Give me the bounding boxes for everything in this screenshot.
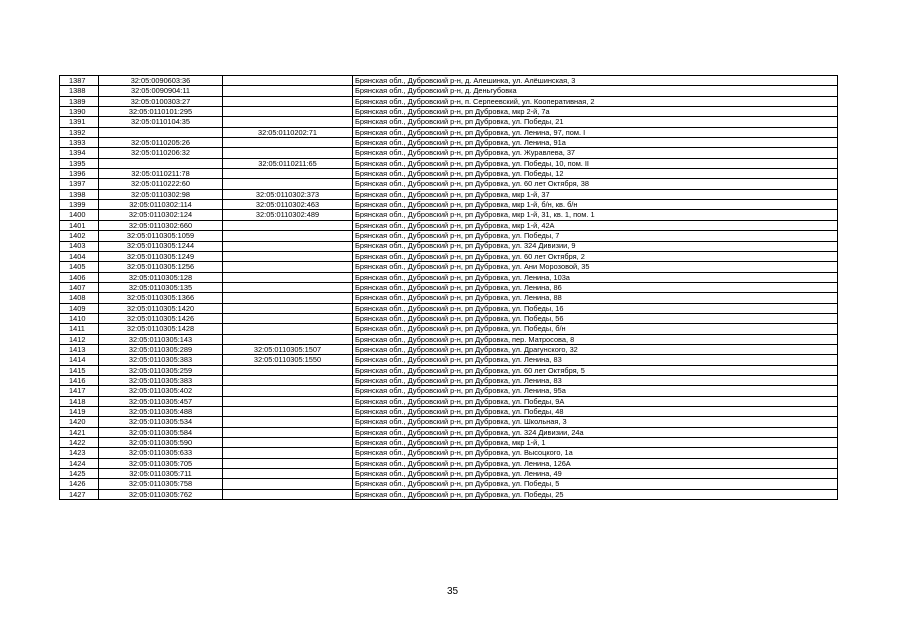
table-row — [60, 210, 838, 220]
cadastral-number-cell: 32:05:0110305:590 — [99, 438, 223, 448]
address-cell: Брянская обл., Дубровский р-н, рп Дубровка, ул. Победы, 25 — [353, 489, 838, 499]
related-cadastral-number-cell — [223, 272, 353, 282]
cadastral-number-cell: 32:05:0110211:78 — [99, 169, 223, 179]
address-cell: Брянская обл., Дубровский р-н, рп Дубровка, ул. Победы, 56 — [353, 313, 838, 323]
address-cell: Брянская обл., Дубровский р-н, рп Дубровка, ул. Победы, 9А — [353, 396, 838, 406]
cadastral-number-cell: 32:05:0110305:1256 — [99, 262, 223, 272]
table-row — [60, 407, 838, 417]
address-cell: Брянская обл., Дубровский р-н, рп Дубровка, ул. Школьная, 3 — [353, 417, 838, 427]
table-row — [60, 107, 838, 117]
table-row — [60, 148, 838, 158]
related-cadastral-number-cell — [223, 386, 353, 396]
table-row — [60, 469, 838, 479]
address-cell: Брянская обл., Дубровский р-н, рп Дубровка, ул. Победы, 10, пом. II — [353, 158, 838, 168]
table-row — [60, 375, 838, 385]
row-number-cell: 1414 — [60, 355, 99, 365]
address-cell: Брянская обл., Дубровский р-н, рп Дубровка, ул. 60 лет Октября, 2 — [353, 251, 838, 261]
row-number-cell: 1387 — [60, 76, 99, 86]
row-number-cell: 1419 — [60, 407, 99, 417]
table-row — [60, 365, 838, 375]
related-cadastral-number-cell — [223, 489, 353, 499]
related-cadastral-number-cell — [223, 479, 353, 489]
cadastral-number-cell: 32:05:0110305:128 — [99, 272, 223, 282]
related-cadastral-number-cell — [223, 241, 353, 251]
cadastral-number-cell — [99, 127, 223, 137]
page-number: 35 — [446, 586, 459, 597]
table-row — [60, 241, 838, 251]
address-cell: Брянская обл., Дубровский р-н, рп Дубровка, ул. Ленина, 83 — [353, 375, 838, 385]
address-cell: Брянская обл., Дубровский р-н, рп Дубровка, ул. Ленина, 86 — [353, 282, 838, 292]
cadastral-number-cell: 32:05:0110305:1420 — [99, 303, 223, 313]
cadastral-number-cell: 32:05:0110305:143 — [99, 334, 223, 344]
row-number-cell: 1421 — [60, 427, 99, 437]
address-cell: Брянская обл., Дубровский р-н, рп Дубровка, мкр 1-й, 37 — [353, 189, 838, 199]
cadastral-number-cell: 32:05:0110302:98 — [99, 189, 223, 199]
related-cadastral-number-cell — [223, 179, 353, 189]
related-cadastral-number-cell — [223, 365, 353, 375]
table-row — [60, 251, 838, 261]
row-number-cell: 1395 — [60, 158, 99, 168]
related-cadastral-number-cell — [223, 469, 353, 479]
row-number-cell: 1416 — [60, 375, 99, 385]
table-row — [60, 438, 838, 448]
table-row — [60, 231, 838, 241]
related-cadastral-number-cell: 32:05:0110302:373 — [223, 189, 353, 199]
table-row — [60, 293, 838, 303]
related-cadastral-number-cell — [223, 107, 353, 117]
cadastral-number-cell: 32:05:0110305:762 — [99, 489, 223, 499]
row-number-cell: 1418 — [60, 396, 99, 406]
cadastral-number-cell: 32:05:0110305:758 — [99, 479, 223, 489]
table-row — [60, 76, 838, 86]
cadastral-number-cell — [99, 158, 223, 168]
address-cell: Брянская обл., Дубровский р-н, рп Дубровка, ул. Ленина, 103а — [353, 272, 838, 282]
cadastral-number-cell: 32:05:0110305:705 — [99, 458, 223, 468]
address-cell: Брянская обл., Дубровский р-н, рп Дубровка, ул. 60 лет Октября, 5 — [353, 365, 838, 375]
address-cell: Брянская обл., Дубровский р-н, рп Дубровка, ул. Драгунского, 32 — [353, 344, 838, 354]
row-number-cell: 1411 — [60, 324, 99, 334]
related-cadastral-number-cell — [223, 417, 353, 427]
related-cadastral-number-cell — [223, 86, 353, 96]
table-row — [60, 448, 838, 458]
table-row — [60, 313, 838, 323]
address-cell: Брянская обл., Дубровский р-н, рп Дубровка, ул. Победы, 21 — [353, 117, 838, 127]
row-number-cell: 1408 — [60, 293, 99, 303]
table-row — [60, 189, 838, 199]
related-cadastral-number-cell — [223, 148, 353, 158]
row-number-cell: 1404 — [60, 251, 99, 261]
row-number-cell: 1407 — [60, 282, 99, 292]
related-cadastral-number-cell — [223, 231, 353, 241]
cadastral-number-cell: 32:05:0110305:534 — [99, 417, 223, 427]
row-number-cell: 1420 — [60, 417, 99, 427]
row-number-cell: 1398 — [60, 189, 99, 199]
cadastral-number-cell: 32:05:0110305:1366 — [99, 293, 223, 303]
address-cell: Брянская обл., Дубровский р-н, рп Дубровка, ул. 60 лет Октября, 38 — [353, 179, 838, 189]
address-cell: Брянская обл., Дубровский р-н, д. Алешинка, ул. Алёшинская, 3 — [353, 76, 838, 86]
related-cadastral-number-cell — [223, 427, 353, 437]
related-cadastral-number-cell: 32:05:0110305:1507 — [223, 344, 353, 354]
row-number-cell: 1392 — [60, 127, 99, 137]
address-cell: Брянская обл., Дубровский р-н, рп Дубровка, ул. Победы, б/н — [353, 324, 838, 334]
row-number-cell: 1401 — [60, 220, 99, 230]
cadastral-number-cell: 32:05:0110305:383 — [99, 375, 223, 385]
cadastral-number-cell: 32:05:0110305:488 — [99, 407, 223, 417]
row-number-cell: 1413 — [60, 344, 99, 354]
row-number-cell: 1422 — [60, 438, 99, 448]
table-row — [60, 489, 838, 499]
table-row — [60, 282, 838, 292]
address-cell: Брянская обл., Дубровский р-н, рп Дубровка, ул. Победы, 7 — [353, 231, 838, 241]
cadastral-number-cell: 32:05:0110305:1426 — [99, 313, 223, 323]
table-row — [60, 117, 838, 127]
table-row — [60, 427, 838, 437]
cadastral-number-cell: 32:05:0110305:402 — [99, 386, 223, 396]
table-row — [60, 344, 838, 354]
related-cadastral-number-cell — [223, 407, 353, 417]
cadastral-number-cell: 32:05:0110302:124 — [99, 210, 223, 220]
related-cadastral-number-cell — [223, 313, 353, 323]
address-cell: Брянская обл., Дубровский р-н, рп Дубровка, мкр 1-й, 42А — [353, 220, 838, 230]
related-cadastral-number-cell — [223, 138, 353, 148]
related-cadastral-number-cell — [223, 76, 353, 86]
table-row — [60, 396, 838, 406]
cadastral-number-cell: 32:05:0110305:711 — [99, 469, 223, 479]
cadastral-number-cell: 32:05:0110305:1059 — [99, 231, 223, 241]
cadastral-number-cell: 32:05:0110302:114 — [99, 200, 223, 210]
row-number-cell: 1426 — [60, 479, 99, 489]
address-cell: Брянская обл., Дубровский р-н, рп Дубровка, ул. Ленина, 126А — [353, 458, 838, 468]
address-cell: Брянская обл., Дубровский р-н, рп Дубровка, ул. Ленина, 95а — [353, 386, 838, 396]
table-row — [60, 200, 838, 210]
row-number-cell: 1424 — [60, 458, 99, 468]
address-cell: Брянская обл., Дубровский р-н, рп Дубровка, мкр 1-й, б/н, кв. б/н — [353, 200, 838, 210]
address-cell: Брянская обл., Дубровский р-н, п. Серпеевский, ул. Кооперативная, 2 — [353, 96, 838, 106]
table-row — [60, 179, 838, 189]
related-cadastral-number-cell — [223, 448, 353, 458]
cadastral-number-cell: 32:05:0110101:295 — [99, 107, 223, 117]
related-cadastral-number-cell — [223, 96, 353, 106]
related-cadastral-number-cell — [223, 293, 353, 303]
table-row — [60, 262, 838, 272]
address-cell: Брянская обл., Дубровский р-н, рп Дубровка, ул. Ленина, 49 — [353, 469, 838, 479]
cadastral-number-cell: 32:05:0110206:32 — [99, 148, 223, 158]
row-number-cell: 1397 — [60, 179, 99, 189]
address-cell: Брянская обл., Дубровский р-н, д. Деньгубовка — [353, 86, 838, 96]
table-row — [60, 86, 838, 96]
related-cadastral-number-cell — [223, 458, 353, 468]
row-number-cell: 1388 — [60, 86, 99, 96]
property-list-table — [59, 75, 838, 500]
cadastral-number-cell: 32:05:0090603:36 — [99, 76, 223, 86]
property-list-body — [60, 76, 838, 500]
row-number-cell: 1399 — [60, 200, 99, 210]
row-number-cell: 1406 — [60, 272, 99, 282]
table-row — [60, 169, 838, 179]
related-cadastral-number-cell — [223, 220, 353, 230]
row-number-cell: 1396 — [60, 169, 99, 179]
address-cell: Брянская обл., Дубровский р-н, рп Дубровка, ул. Ленина, 97, пом. I — [353, 127, 838, 137]
row-number-cell: 1427 — [60, 489, 99, 499]
row-number-cell: 1390 — [60, 107, 99, 117]
table-row — [60, 220, 838, 230]
cadastral-number-cell: 32:05:0110305:1244 — [99, 241, 223, 251]
table-row — [60, 479, 838, 489]
cadastral-number-cell: 32:05:0110305:259 — [99, 365, 223, 375]
related-cadastral-number-cell: 32:05:0110302:463 — [223, 200, 353, 210]
table-row — [60, 324, 838, 334]
table-row — [60, 138, 838, 148]
cadastral-number-cell: 32:05:0100303:27 — [99, 96, 223, 106]
address-cell: Брянская обл., Дубровский р-н, рп Дубровка, ул. Ленина, 91а — [353, 138, 838, 148]
related-cadastral-number-cell — [223, 396, 353, 406]
table-row — [60, 355, 838, 365]
row-number-cell: 1402 — [60, 231, 99, 241]
address-cell: Брянская обл., Дубровский р-н, рп Дубровка, мкр 1-й, 1 — [353, 438, 838, 448]
row-number-cell: 1412 — [60, 334, 99, 344]
cadastral-number-cell: 32:05:0110305:1428 — [99, 324, 223, 334]
table-row — [60, 96, 838, 106]
cadastral-number-cell: 32:05:0110305:1249 — [99, 251, 223, 261]
table-row — [60, 334, 838, 344]
row-number-cell: 1425 — [60, 469, 99, 479]
address-cell: Брянская обл., Дубровский р-н, рп Дубровка, мкр 2-й, 7а — [353, 107, 838, 117]
row-number-cell: 1393 — [60, 138, 99, 148]
related-cadastral-number-cell: 32:05:0110305:1550 — [223, 355, 353, 365]
related-cadastral-number-cell — [223, 324, 353, 334]
address-cell: Брянская обл., Дубровский р-н, рп Дубровка, ул. Ленина, 83 — [353, 355, 838, 365]
cadastral-number-cell: 32:05:0110302:660 — [99, 220, 223, 230]
cadastral-number-cell: 32:05:0110222:60 — [99, 179, 223, 189]
related-cadastral-number-cell — [223, 438, 353, 448]
table-row — [60, 158, 838, 168]
table-row — [60, 458, 838, 468]
row-number-cell: 1403 — [60, 241, 99, 251]
cadastral-number-cell: 32:05:0110305:633 — [99, 448, 223, 458]
address-cell: Брянская обл., Дубровский р-н, рп Дубровка, ул. 324 Дивизии, 9 — [353, 241, 838, 251]
address-cell: Брянская обл., Дубровский р-н, рп Дубровка, ул. Ани Морозовой, 35 — [353, 262, 838, 272]
address-cell: Брянская обл., Дубровский р-н, рп Дубровка, ул. Победы, 16 — [353, 303, 838, 313]
table-row — [60, 127, 838, 137]
row-number-cell: 1405 — [60, 262, 99, 272]
related-cadastral-number-cell — [223, 282, 353, 292]
cadastral-number-cell: 32:05:0090904:11 — [99, 86, 223, 96]
address-cell: Брянская обл., Дубровский р-н, рп Дубровка, ул. 324 Дивизии, 24а — [353, 427, 838, 437]
row-number-cell: 1391 — [60, 117, 99, 127]
row-number-cell: 1400 — [60, 210, 99, 220]
related-cadastral-number-cell — [223, 117, 353, 127]
related-cadastral-number-cell: 32:05:0110302:489 — [223, 210, 353, 220]
row-number-cell: 1389 — [60, 96, 99, 106]
cadastral-number-cell: 32:05:0110305:457 — [99, 396, 223, 406]
related-cadastral-number-cell — [223, 334, 353, 344]
cadastral-number-cell: 32:05:0110305:584 — [99, 427, 223, 437]
cadastral-number-cell: 32:05:0110305:135 — [99, 282, 223, 292]
cadastral-number-cell: 32:05:0110305:289 — [99, 344, 223, 354]
row-number-cell: 1394 — [60, 148, 99, 158]
related-cadastral-number-cell — [223, 169, 353, 179]
table-row — [60, 272, 838, 282]
address-cell: Брянская обл., Дубровский р-н, рп Дубровка, мкр 1-й, 31, кв. 1, пом. 1 — [353, 210, 838, 220]
address-cell: Брянская обл., Дубровский р-н, рп Дубровка, ул. Ленина, 88 — [353, 293, 838, 303]
row-number-cell: 1423 — [60, 448, 99, 458]
address-cell: Брянская обл., Дубровский р-н, рп Дубровка, ул. Победы, 5 — [353, 479, 838, 489]
cadastral-number-cell: 32:05:0110104:35 — [99, 117, 223, 127]
table-row — [60, 386, 838, 396]
related-cadastral-number-cell: 32:05:0110202:71 — [223, 127, 353, 137]
address-cell: Брянская обл., Дубровский р-н, рп Дубровка, ул. Высоцкого, 1а — [353, 448, 838, 458]
related-cadastral-number-cell — [223, 375, 353, 385]
row-number-cell: 1409 — [60, 303, 99, 313]
address-cell: Брянская обл., Дубровский р-н, рп Дубровка, ул. Победы, 48 — [353, 407, 838, 417]
cadastral-number-cell: 32:05:0110205:26 — [99, 138, 223, 148]
cadastral-number-cell: 32:05:0110305:383 — [99, 355, 223, 365]
row-number-cell: 1410 — [60, 313, 99, 323]
address-cell: Брянская обл., Дубровский р-н, рп Дубровка, ул. Журавлева, 37 — [353, 148, 838, 158]
related-cadastral-number-cell — [223, 303, 353, 313]
related-cadastral-number-cell — [223, 251, 353, 261]
table-row — [60, 303, 838, 313]
address-cell: Брянская обл., Дубровский р-н, рп Дубровка, ул. Победы, 12 — [353, 169, 838, 179]
row-number-cell: 1415 — [60, 365, 99, 375]
address-cell: Брянская обл., Дубровский р-н, рп Дубровка, пер. Матросова, 8 — [353, 334, 838, 344]
related-cadastral-number-cell — [223, 262, 353, 272]
row-number-cell: 1417 — [60, 386, 99, 396]
table-row — [60, 417, 838, 427]
related-cadastral-number-cell: 32:05:0110211:65 — [223, 158, 353, 168]
